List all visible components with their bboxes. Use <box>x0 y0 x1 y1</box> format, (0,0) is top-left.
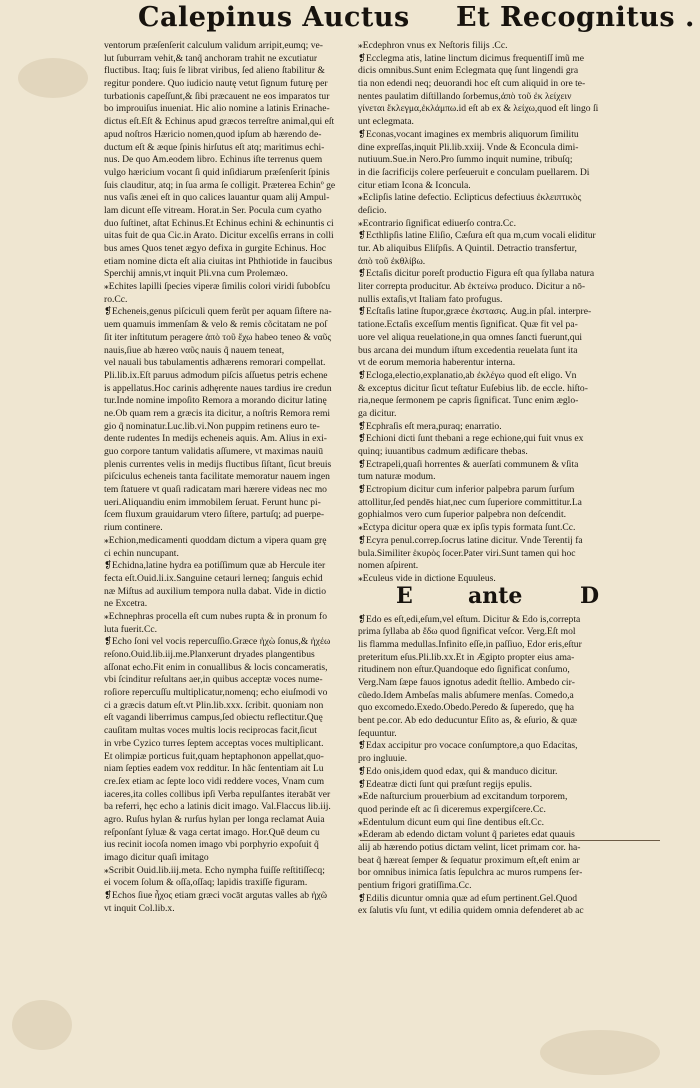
text-line: is appellatus.Hoc carinis adhęrente naues tardius ire credun <box>104 382 332 394</box>
text-line: ne Excetra. <box>104 598 148 610</box>
text-line: Et olimpiæ porticus fuit,quam heptaphonon appellat,quo‑ <box>104 750 324 762</box>
text-line: tem ſtatuere vt quaſi radicatam mari hærere videas nec mo <box>104 484 327 496</box>
text-line: ❡Edeatræ dicti ſunt qui præſunt regijs epulis. <box>358 778 533 790</box>
text-line: tia non edendi neq; deuorandi hoc eſt cum aliquid in ore te‑ <box>358 78 586 90</box>
text-line: lis flamma medullas.Infinito eſſe,in paſſiuo, Edor eris,eſtur <box>358 638 582 650</box>
text-line: ro.Cc. <box>104 293 128 305</box>
text-line: ❡Edo es eſt,edi,eſum,vel eſtum. Dicitur & Edo is,correpta <box>358 613 581 625</box>
text-line: ria,neque ſermonem pe capris ſignificat. Tunc enim æglo‑ <box>358 395 579 407</box>
text-line: ❡Echidna,latine hydra ea potiſſimum quæ ab Hercule iter <box>104 560 326 572</box>
text-line: ci a græcis datum eſt.vt Plin.lib.xxx. ſcribit. quoniam non <box>104 699 324 711</box>
text-line: ⁎Ectypa dicitur opera quæ ex ipſis typis formata ſunt.Cc. <box>358 522 576 534</box>
text-line: tum naturæ modum. <box>358 471 436 483</box>
text-line: nauis,ſiue ab hæreo ναῦς nauis q̃ nauem teneat, <box>104 344 285 356</box>
text-line: iaceres,ita colles collibus ipſi Verba repulſantes iterabāt ver <box>104 788 331 800</box>
text-line: ⁎Scribit Ouid.lib.iij.meta. Echo nympha fuiſſe reſtitiſſecq; <box>104 864 325 876</box>
text-line: guo corpore tantum validatis aſſumere, vt maximas nauiū <box>104 446 323 457</box>
text-line: ❡Ectrapeli,quaſi horrentes & auerſati communem & vſita <box>358 458 579 470</box>
paper-stain <box>18 58 88 98</box>
text-line: reſono.Ouid.lib.iij.me.Planxerunt dryades plangentibus <box>104 649 315 660</box>
text-line: ❡Echioni dicti ſunt thebani a rege echione,qui fuit vnus ex <box>358 433 584 445</box>
text-line: cũedo.Idem Ambeſas malis abſumere menſas. Comedo,a <box>358 689 574 701</box>
text-line: ❡Ectropium dicitur cum inferior palpebra parum ſurſum <box>358 484 575 496</box>
text-line: nus. De quo Am.eodem libro. Echinus iſte terrenus quem <box>104 154 323 166</box>
text-line: ſit iter inſtitutum peragere ἀπὸ τοῦ ἔχω habeo teneo & ναῦς <box>104 331 332 343</box>
text-line: bus ames Quos tenet ægyo defixa in gurgite Echinus. Hoc <box>104 243 327 254</box>
text-line: quod perinde eſt ac ſi diceremus expergiſcere.Cc. <box>358 803 546 815</box>
pencil-underline <box>360 840 660 841</box>
text-line: & exceptus dicitur ſicut teſtatur Euſebius lib. de eccle. hiſto‑ <box>358 382 588 394</box>
text-line: ⁎Econtrario ſignificat ediuerſo contra.Cc. <box>358 217 516 229</box>
text-line: vulgo hæricium vocant ſi quid inſidiarum præſenſerit ſpinis <box>104 166 330 178</box>
text-line: ritudinem non eſtur.Quandoque edo ſignificat conſumo, <box>358 664 570 676</box>
text-line: luta fuerit.Cc. <box>104 623 158 635</box>
text-line: eſt vagandi liberrimus campus,ſed obiectu reflectitur.Quę <box>104 712 323 724</box>
paper-stain <box>12 1000 72 1050</box>
text-line: cre.ſex etiam ac ſepte loco vidi reddere voces, Vnam cum <box>104 775 325 787</box>
text-line: ❡Echos ſiue ἦχος etiam græci vocāt argutas valles ab ἠχῶ <box>104 890 328 902</box>
text-line: niam ſepties eadem vox redditur. In hãc ſententiam ait Lu <box>104 763 324 775</box>
text-line: ❡Ecthlipſis latine Eliſio, Cæſura eſt qua m,cum vocali eliditur <box>358 230 596 242</box>
text-line: ſequuntur. <box>358 727 397 739</box>
text-line: fecta eſt.Ouid.li.ix.Sanguine cetauri lerneq; ſanguis echid <box>104 572 323 584</box>
text-line: duo ſuſtinet, aſtat Echinus.Et Echinus echini & echinuntis ci <box>104 217 334 229</box>
text-line: ventorum præſenſerit calculum validum arripit,eumq; ve‑ <box>104 40 323 51</box>
text-line: ❡Ecclegma atis, latine linctum dicimus frequentiſſ imũ me <box>358 52 584 64</box>
text-line: bo improuiſus inueniat. Hic alio nomine a latinis Erinache‑ <box>104 103 330 115</box>
right-column <box>358 40 658 918</box>
text-line: gio q̃ nominatur.Luc.lib.vi.Non puppim retinens euro te‑ <box>104 420 320 432</box>
text-line: quo excomedo.Exedo.Obedo.Peredo & ſuperedo, quę ha <box>358 702 575 714</box>
text-line: ❡Ecphraſis eſt mera,puraq; enarratio. <box>358 420 502 432</box>
text-line: tur.Inde nomine impoſito Remora a morando dicitur latinę <box>104 395 327 407</box>
text-line: pentium frigori gratiſſima.Cc. <box>358 880 472 891</box>
text-line: ductum eſt & æque ſpinis hirſutus eſt atq; maritimus echi‑ <box>104 141 325 153</box>
text-line: liter correpta producitur. Ab ἐκτείνω produco. Dicitur a nō‑ <box>358 281 586 293</box>
section-letter-right: D <box>580 582 600 609</box>
text-line: attollitur,ſed pendēs hiat,nec cum ſuperiore committitur.La <box>358 496 582 508</box>
text-line: ſcem fluxum grauidarum vtero ſiſtere, partuſq; ad puerpe‑ <box>104 509 325 521</box>
text-line: nutiuum.Sue.in Nero.Pro ſummo inquit numine, tribuſq; <box>358 154 573 166</box>
text-line: plenis currentes velis in medijs fluctibus ſiſtant, ſicut breuis <box>104 458 332 470</box>
text-line: in vrbe Cyzico turres ſeptem acceptas voces multiplicant. <box>104 737 324 749</box>
text-line: ga dicitur. <box>358 407 397 419</box>
text-line: ❡Edax accipitur pro vocace conſumptore,a quo Edacitas, <box>358 740 578 752</box>
text-line: beat q̃ hæreat ſemper & ſequatur proximum eſt,eſt enim ar <box>358 854 580 866</box>
right-column-bottom <box>358 614 658 919</box>
left-column <box>104 40 372 915</box>
text-line: ❡Echeneis,genus piſciculi quem ferũt per aquam ſiſtere na‑ <box>104 306 332 318</box>
text-line: ❡Edo onis,idem quod edax, qui & manduco dicitur. <box>358 765 558 777</box>
text-line: bent pe.cor. Ab edo deducuntur Eſito as, & eſurio, & quæ <box>358 715 578 727</box>
text-line: unt eclegmata. <box>358 116 414 128</box>
text-line: ⁎Edentulum dicunt eum qui ſine dentibus eſt.Cc. <box>358 816 544 828</box>
text-line: lam dicunt eſſe vitream. Horat.in Ser. Pocula cum cyatho <box>104 204 322 216</box>
text-line: prima ſyllaba ab ἔδω quod ſignificat veſcor. Verg.Eſt mol <box>358 626 576 638</box>
text-line: næ Miſtus ad auxilium tempora nulla dabat. Vide in dictio <box>104 585 327 597</box>
text-line: alij ab hærendo potius dictam velint, licet primam cor. ha‑ <box>358 841 581 853</box>
text-line: etiam nomine dicta eſt alia ciuitas int Phthiotide in faucibus <box>104 255 333 267</box>
text-line: ⁎Eculeus vide in dictione Equuleus. <box>358 572 496 584</box>
text-line: dicis omnibus.Sunt enim Eclegmata quę ſunt lingendi gra <box>358 65 579 77</box>
text-line: ne.Ob quam rem a græcis ita dicitur, a noſtris Remora remi <box>104 407 331 419</box>
header-right: Et Recognitus . <box>456 2 695 33</box>
text-line: citur etiam Icona & Iconcula. <box>358 179 471 191</box>
text-line: cauſitam multas voces multis locis reciprocas facit,ſicut <box>104 725 317 737</box>
text-line: ba referri, hęc echo a latinis dicit imago. Val.Flaccus lib.iij. <box>104 801 331 813</box>
text-line: nus vaſis ænei eſt in quo calices lauantur quam alij Ampul‑ <box>104 192 330 204</box>
text-line: ❡Echo ſoni vel vocis repercuſſio.Græce ἠχὼ ſonus,& ἠχέω <box>104 636 331 648</box>
text-line: ⁎Ederam ab edendo dictam volunt q̃ parietes edat quauis <box>358 829 575 841</box>
text-line: ❡Econas,vocant imagines ex membris aliquorum ſimilitu <box>358 128 579 140</box>
text-line: nullis extaſis,vt Italiam fato profugus. <box>358 293 503 305</box>
text-line: ἀπὸ τοῦ ἐκθλίβω. <box>358 255 426 267</box>
text-line: Verg.Nam ſæpe fauos ignotus adedit ſtellio. Ambedo cir‑ <box>358 677 575 688</box>
paper-stain <box>540 1030 660 1075</box>
text-line: ⁎Eclipſis latine defectio. Eclipticus defectiuus ἐκλειπτικὸς <box>358 192 582 204</box>
text-line: ci echin nuncupant. <box>104 547 179 559</box>
text-line: ueri.Aliquandiu enim immobilem ſeruat. Ferunt hunc pi‑ <box>104 496 321 508</box>
header-left: Calepinus Auctus <box>138 2 410 33</box>
right-column-top <box>358 40 658 586</box>
text-line: dine expreſſas,inquit Pli.lib.xxiij. Vnde & Econcula dimi‑ <box>358 141 579 153</box>
text-line: pro ingluuie. <box>358 753 408 765</box>
text-line: vbi ſcinditur reſultans aer,in quibus acceptæ voces nume‑ <box>104 674 323 686</box>
text-line: imago dicitur quaſi imitago <box>104 852 209 863</box>
text-line: regitur pondere. Quo iudicio nautę vetut ſignum futurę per <box>104 78 328 90</box>
text-line: quinq; iuuantibus cadmum ædificare thebas. <box>358 446 528 457</box>
text-line: uem quamuis immenſam & velo & remis cõcitatam ne poſ <box>104 319 328 331</box>
text-line: nomen aſpirent. <box>358 560 419 572</box>
text-line: tatione.Ectaſis exceſſum mentis ſignificat. Quæ fit vel pa‑ <box>358 319 578 331</box>
text-line: roſiore repercuſſu multiplicatur,nomenq; echo eiuſmodi vo <box>104 687 328 699</box>
text-line: ſuis clauditur, atq; in ſua arma ſe colligit. Præterea Echinº ge <box>104 179 336 191</box>
text-line: vt de eorum memoria haberentur interna. <box>358 357 516 369</box>
text-line: preteritum eſus.Pli.lib.xx.Et in Ægipto propter eius ama‑ <box>358 651 575 663</box>
text-line: reſponſant ſyluæ & vaga certat imago. Hor.Quē deum cu <box>104 826 320 838</box>
text-line: ⁎Ecdephron vnus ex Neſtoris filijs .Cc. <box>358 40 508 51</box>
text-line: turbationis capeſſunt,& ſibi præcauent ne eos imparatos tur <box>104 90 330 102</box>
text-line: nentes paulatim diſtillando ſorbemus,ἀπὸ τοῦ ἐκ λείχειν <box>358 90 572 102</box>
text-line: ei vocem ſolum & oſſa,oſſaq; lapidis traxiſſe figuram. <box>104 877 308 889</box>
section-letter-left: E <box>396 582 413 609</box>
text-line: fluctibus. Itaq; ſuis ſe librat viribus, ſed alieno ſtabilitur & <box>104 65 325 77</box>
text-line: lut ſuburram vehit,& tanq̃ anchoram trahit ne excutiatur <box>104 52 318 64</box>
text-line: Sperchij amnis,vt inquit Pli.vna cum Prolemæo. <box>104 268 288 280</box>
text-line: bor omnibus inimica ſatis ſepulchra ac muros rumpens ſer‑ <box>358 867 583 879</box>
text-line: piſciculus echeneis tanta facilitate memoratur nauem ingen <box>104 471 330 483</box>
text-line: ⁎Echnephras procella eſt cum nubes rupta & in pronum fo <box>104 610 327 622</box>
text-line: vt inquit Col.lib.x. <box>104 902 175 914</box>
text-line: ex ſalutis vſu ſunt, vt edilia quidem omnia defenderet ab ac <box>358 905 584 917</box>
text-line: ❡Ectaſis dicitur poreſt productio Figura eſt qua ſyllaba natura <box>358 268 595 280</box>
text-line: vel nauali bus tabulamentis adhærens remorari compellat. <box>104 357 326 369</box>
text-line: ❡Ecloga,electio,explanatio,ab ἐκλέγω quod eſt eligo. Vn <box>358 369 577 381</box>
text-line: tur. Ab aliquibus Eliſpſis. A Quintil. Detractio transfertur, <box>358 243 577 254</box>
text-line: ❡Ecyra penul.correp.ſocrus latine dicitur. Vnde Terentij fa <box>358 534 583 546</box>
text-line: deſicio. <box>358 204 387 216</box>
running-header <box>138 2 695 33</box>
text-line: ⁎Ede naſturcium prouerbium ad excitandum torporem, <box>358 791 568 803</box>
text-line: ius recinit iocoſa nomen imago vbi porphyrio expoſuit q̃ <box>104 839 319 851</box>
text-line: bula.Similiter ἑκυρὸς ſocer.Pater viri.Sunt tamen qui hoc <box>358 547 576 559</box>
text-line: aſſonat echo.Fit enim in conuallibus & locis concameratis, <box>104 661 328 673</box>
text-line: ❡Ecſtaſis latine ſtupor,græce ἐκστασις. Aug.in pſal. interpre‑ <box>358 306 592 318</box>
text-line: ⁎Echion,medicamenti quoddam dictum a vipera quam grę <box>104 534 327 546</box>
text-line: dictus eſt.Eſt & Echinus apud græcos terreſtre animal,qui eſt <box>104 116 335 128</box>
text-line: uore vel aliqua reuelatione,in qua omnes ſancti fuerunt,qui <box>358 331 583 343</box>
text-line: apud noſtros Hæricio nomen,quod ipſum ab hærendo de‑ <box>104 128 322 140</box>
section-heading <box>358 582 658 614</box>
text-line: gophialmos vero cum ſuperior palpebra non deſcendit. <box>358 509 567 521</box>
text-line: dente rudentes In medijs echeneis aquis. Am. Alius in exi‑ <box>104 433 328 445</box>
text-line: γίνεται ἔκλεγμα,ἐκλάμπω.id eſt ab ex & λείχω,quod eſt lingo ſi <box>358 103 599 115</box>
text-line: uitas fuit de qua Cic.in Arato. Dicitur excelſis errans in colli <box>104 230 334 242</box>
text-line: Pli.lib.ix.Eſt paruus admodum piſcis aſſuetus petris echene <box>104 369 328 381</box>
text-line: agro. Ruſus hylan & rurſus hylan per longa reclamat Auia <box>104 813 325 825</box>
text-line: rium continere. <box>104 522 163 534</box>
text-line: bus arcana dei mundum iſtum excedentia reuelata ſunt ita <box>358 344 578 356</box>
text-line: ⁎Echites lapilli ſpecies viperæ ſimilis colori viridi ſubobſcu <box>104 281 331 293</box>
text-line: in die ſacrificijs colere perſeueruit e conculam puellarem. Di <box>358 166 590 178</box>
text-line: ❡Edilis dicuntur omnia quæ ad eſum pertinent.Gel.Quod <box>358 892 578 904</box>
section-word: ante <box>468 582 523 609</box>
